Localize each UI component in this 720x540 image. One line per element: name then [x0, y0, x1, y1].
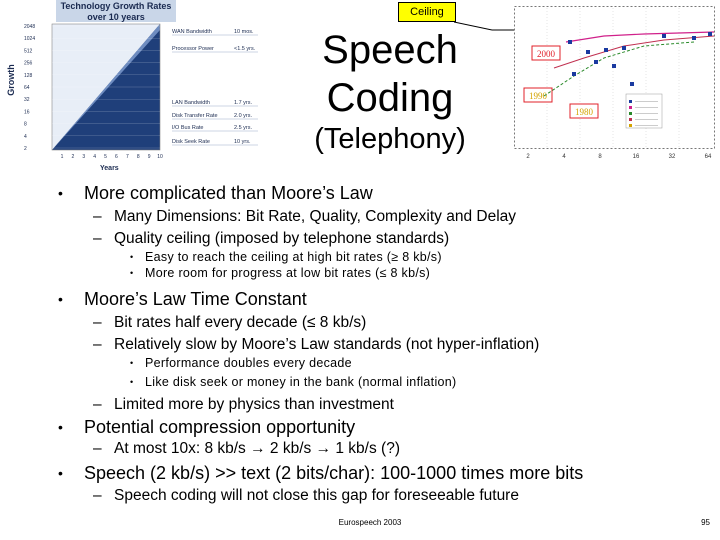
bullet-text: Potential compression opportunity: [84, 417, 356, 437]
rate-label-value: 10 mos.: [234, 29, 254, 35]
bullet-marker: •: [58, 291, 63, 307]
year-label: 1990: [529, 91, 547, 101]
bullet-text: Quality ceiling (imposed by telephone standards): [114, 230, 450, 247]
slide-title-coding: Coding: [326, 76, 454, 120]
bullet-marker: •: [58, 185, 63, 201]
ytick-label: 128: [24, 72, 33, 79]
xtick-label: 4: [93, 154, 97, 160]
ytick-label: 32: [24, 97, 30, 104]
bullet-text: Many Dimensions: Bit Rate, Quality, Complexity and Delay: [114, 208, 517, 225]
bullet-text: Moore’s Law Time Constant: [84, 289, 307, 309]
chart-title-line1: Technology Growth Rates: [60, 1, 172, 11]
bullet-marker: –: [93, 230, 102, 247]
ytick-label: 2: [24, 146, 27, 152]
xtick-label: 3: [82, 154, 86, 160]
bullet-text: Easy to reach the ceiling at high bit rates (≥ 8 kb/s): [145, 250, 442, 264]
speech-xtick-label: 32: [668, 154, 676, 160]
ceiling-callout: Ceiling: [398, 2, 456, 22]
speech-xtick-label: 16: [632, 154, 640, 160]
year-label: 1980: [575, 107, 593, 117]
bullet-marker: •: [130, 377, 134, 387]
bullet-marker: –: [93, 440, 102, 457]
ytick-label: 64: [24, 85, 30, 91]
footer-page-number: 95: [701, 518, 710, 527]
xtick-label: 7: [125, 154, 129, 160]
chart-title-line2: over 10 years: [87, 12, 145, 22]
bullet-text: Speech coding will not close this gap for foreseeable future: [114, 487, 519, 504]
xtick-label: 9: [147, 154, 151, 160]
bullet-text: Performance doubles every decade: [145, 356, 352, 370]
bullet-marker: –: [93, 487, 102, 504]
ytick-label: 2048: [24, 24, 36, 30]
bullet-marker: –: [93, 336, 102, 353]
slide-title-speech: Speech: [322, 28, 458, 72]
speech-xtick-label: 8: [598, 154, 602, 160]
rate-label-value: 10 yrs.: [234, 139, 251, 145]
bullet-marker: •: [130, 252, 134, 262]
ytick-label: 256: [24, 60, 33, 67]
rate-label-name: I/O Bus Rate: [172, 125, 204, 131]
bullet-text: Relatively slow by Moore’s Law standards (not hyper-inflation): [114, 336, 540, 353]
bullet-text: At most 10x: 8 kb/s → 2 kb/s → 1 kb/s (?): [114, 440, 400, 457]
xtick-label: 5: [104, 154, 107, 160]
year-label: 2000: [537, 49, 555, 59]
bullet-text: More room for progress at low bit rates (≤ 8 kb/s): [145, 266, 431, 280]
bullet-marker: •: [130, 358, 134, 368]
bullet-marker: •: [58, 419, 63, 435]
rate-label-value: 2.0 yrs.: [234, 113, 253, 119]
rate-label-name: Disk Seek Rate: [172, 139, 210, 145]
speech-xtick-label: 2: [526, 154, 530, 160]
ytick-label: 4: [24, 133, 27, 140]
footer-conference: Eurospeech 2003: [338, 518, 402, 527]
ytick-label: 1024: [24, 36, 36, 43]
ytick-label: 512: [24, 48, 33, 55]
rate-label-value: <1.5 yrs.: [234, 46, 256, 52]
bullet-text: Like disk seek or money in the bank (normal inflation): [145, 375, 457, 389]
bullet-text: More complicated than Moore’s Law: [84, 183, 373, 203]
bullet-marker: –: [93, 314, 102, 331]
bullet-marker: •: [58, 465, 63, 481]
rate-label-name: WAN Bandwidth: [172, 29, 212, 35]
speech-xtick-label: 4: [562, 154, 566, 160]
bullet-text: Bit rates half every decade (≤ 8 kb/s): [114, 314, 367, 331]
ytick-label: 16: [24, 109, 30, 116]
rate-label-value: 1.7 yrs.: [234, 100, 253, 106]
rate-label-value: 2.5 yrs.: [234, 125, 253, 131]
speech-xtick-label: 64: [704, 154, 712, 160]
bullet-text: Speech (2 kb/s) >> text (2 bits/char): 100-1000 times more bits: [84, 463, 584, 483]
ytick-label: 8: [24, 121, 27, 128]
xtick-label: 2: [71, 154, 75, 160]
chart-ylabel: Growth: [6, 64, 16, 96]
bullet-text: Limited more by physics than investment: [114, 396, 394, 413]
slide-subtitle: (Telephony): [314, 123, 466, 155]
bullet-marker: –: [93, 396, 102, 413]
xtick-label: 6: [115, 154, 118, 160]
xtick-label: 10: [157, 154, 163, 160]
chart-xlabel: Years: [100, 165, 119, 172]
xtick-label: 8: [136, 154, 140, 160]
rate-label-name: Disk Transfer Rate: [172, 113, 218, 119]
bullet-marker: –: [93, 208, 102, 225]
bullet-marker: •: [130, 268, 134, 278]
rate-label-name: LAN Bandwidth: [172, 100, 210, 106]
xtick-label: 1: [60, 154, 64, 160]
rate-label-name: Processor Power: [172, 46, 214, 52]
